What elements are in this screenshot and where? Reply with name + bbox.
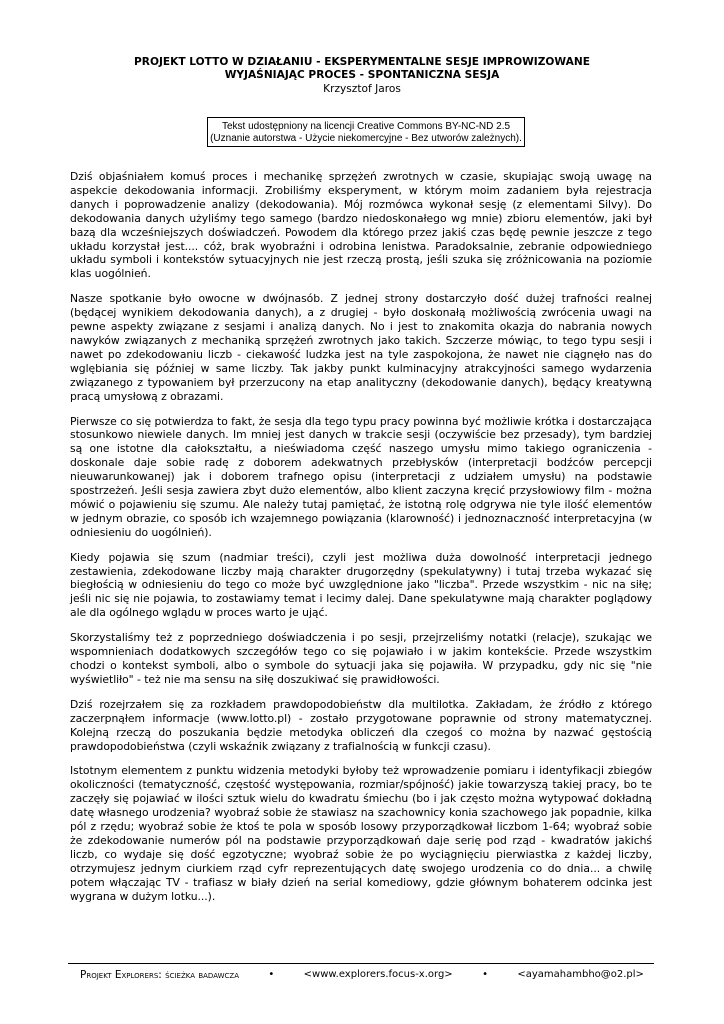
body-paragraph-5: Skorzystaliśmy też z poprzedniego doświadczenia i po sesji, przejrzeliśmy notatki (relacje), szukając we wspomnieniach dodatkowych szczegółów tego co się pojawiało i w jakim kontekście. Przede wszystkim chodzi o kontekst symboli, albo o symbole do sytuacji jaka się pojawiła. W przypadku, gdy nic się "nie wyświetliło" - też nie ma sensu na siłę doszukiwać się prawidłowości. [70,631,652,686]
document-header [60,56,664,96]
body-paragraph-4: Kiedy pojawia się szum (nadmiar treści), czyli jest możliwa duża dowolność interpretacji jednego zestawienia, zdekodowane liczby mają charakter drugorzędny (spekulatywny) i tutaj trzeba wykazać się biegłością w odniesieniu do tego co może być uwzględnione jako "liczba". Przede wszystkim - nic na siłę; jeśli nic się nie pojawia, to zostawiamy temat i lecimy dalej. Dane spekulatywne mają charakter poglądowy ale dla ogólnego wglądu w proces warto je ująć. [70,550,652,620]
license-notice-box [207,117,525,147]
footer-bullet-separator: • [482,969,488,980]
footer-row [68,964,654,981]
footer-bullet-separator: • [268,969,275,980]
body-paragraph-7: Istotnym elementem z punktu widzenia metodyki byłoby też wprowadzenie pomiaru i identyfikacji zbiegów okoliczności (tematyczność, częstość występowania, rozmiar/spójność) jakie towarzyszą takiej pracy, bo te zaczęły się pojawiać w ilości sztuk wielu do kwadratu śmiechu (bo i jak często można wytypować dokładną datę własnego urodzenia? wyobraź sobie że stawiasz na szachownicy konia szachowego jak popadnie, kilka pól z rzędu; wyobraź sobie że ktoś te pola w sposób losowy przyporządkował liczbom 1-64; wyobraź sobie że zdekodowanie numerów pól na podstawie przyporządkowań daje serię pod rząd - kwadratów jakichś liczb, co wydaje się dość egzotyczne; wyobraź sobie że po wyciągnięciu pierwiastka z każdej liczby, otrzymujesz jednym ciurkiem rząd cyfr reprezentujących datę swojego urodzenia co do dnia... a chwilę potem włączając TV - trafiasz w biały dzień na serial komediowy, gdzie głównym bohaterem odcinka jest wygrana w dużym lotku...). [70,764,652,903]
license-line-2: (Uznanie autorstwa - Użycie niekomercyjne - Bez utworów zależnych). [210,133,522,144]
document-title-line-2: WYJAŚNIAJĄC PROCES - SPONTANICZNA SESJA [224,69,500,81]
body-paragraph-1: Dziś objaśniałem komuś proces i mechanikę sprzężeń zwrotnych w czasie, skupiając swoją uwagę na aspekcie dekodowania informacji. Zrobiliśmy eksperyment, w którym moim zadaniem była rejestracja danych i poprowadzenie analizy (dekodowania). Mój rozmówca wykonał sesję (z elementami Silvy). Do dekodowania danych użyliśmy tego samego (bardzo niedoskonałego wg mnie) zbioru elementów, jaki był bazą dla wcześniejszych doświadczeń. Powodem dla którego przez jakiś czas będę pewnie jeszcze z tego układu korzystał jest.... cóż, brak wyobraźni i odrobina lenistwa. Paradoksalnie, zebranie odpowiedniego układu symboli i kontekstów sytuacyjnych nie jest rzeczą prostą, jeśli szuka się zróżnicowania na poziomie klas uogólnień. [70,170,652,281]
footer-email-link[interactable]: <ayamahambho@o2.pl> [517,969,644,980]
body-paragraph-2: Nasze spotkanie było owocne w dwójnasób. Z jednej strony dostarczyło dość dużej trafności realnej (będącej wynikiem dekodowania danych), a z drugiej - było doskonałą możliwością zwrócenia uwagi na pewne aspekty związane z sesjami i analizą danych. No i jest to znakomita okazja do nabrania nowych nawyków związanych z mechaniką sprzężeń zwrotnych jako takich. Szczerze mówiąc, to tego typu sesji i nawet po zdekodowaniu liczb - ciekawość ludzka jest na tyle zaspokojona, że nawet nie ciągnęło nas do wglębiania się później w same liczby. Tak jakby punkt kulminacyjny atrakcyjności samego wydarzenia związanego z typowaniem był przerzucony na etap analityczny (dekodowanie danych), będący kreatywną pracą umysłową z obrazami. [70,292,652,403]
body-paragraph-6: Dziś rozejrzałem się za rozkładem prawdopodobieństw dla multilotka. Zakładam, że źródło z którego zaczerpnąłem informacje (www.lotto.pl) - zostało przygotowane poprawnie od strony matematycznej. Kolejną rzeczą do poszukania będzie metodyka obliczeń dla czegoś co można by nazwać gęstością prawdopodobieństwa (czyli wskaźnik związany z trafialnością w funkcji czasu). [70,697,652,753]
document-author: Krzysztof Jaros [323,83,401,95]
license-line-1: Tekst udostępniony na licencji Creative Commons BY-NC-ND 2.5 [221,121,511,132]
document-footer [68,963,654,981]
body-paragraph-3: Pierwsze co się potwierdza to fakt, że sesja dla tego typu pracy powinna być możliwie krótka i dostarczająca stosunkowo niewiele danych. Im mniej jest danych w trakcie sesji (oczywiście bez przesady), tym bardziej są one istotne dla całokształtu, a nieświadoma część naszego umysłu mimo takiego ograniczenia - doskonale daje sobie radę z doborem adekwatnych przebłysków (interpretacji bodźców percepcji nieuwarunkowanej) jak i doborem trafnego opisu (interpretacji z udziałem umysłu) na podstawie spostrzeżeń. Jeśli sesja zawiera zbyt dużo elementów, albo klient zaczyna kręcić przysłowiowy film - można mówić o pojawieniu się szumu. Ale należy tutaj pamiętać, że istotną rolę odgrywa nie tyle ilość elementów w jednym obrazie, co sposób ich wzajemnego powiązania (klarowność) i jednoznaczność interpretacyjna (w odniesieniu do uogólnień). [70,414,652,539]
footer-project-name: Projekt Explorers: ścieżka badawcza [80,969,239,981]
document-body [70,170,652,915]
document-title-line-1: PROJEKT LOTTO W DZIAŁANIU - EKSPERYMENTALNE SESJE IMPROWIZOWANE [134,56,590,68]
footer-website-link[interactable]: <www.explorers.focus-x.org> [303,969,453,980]
